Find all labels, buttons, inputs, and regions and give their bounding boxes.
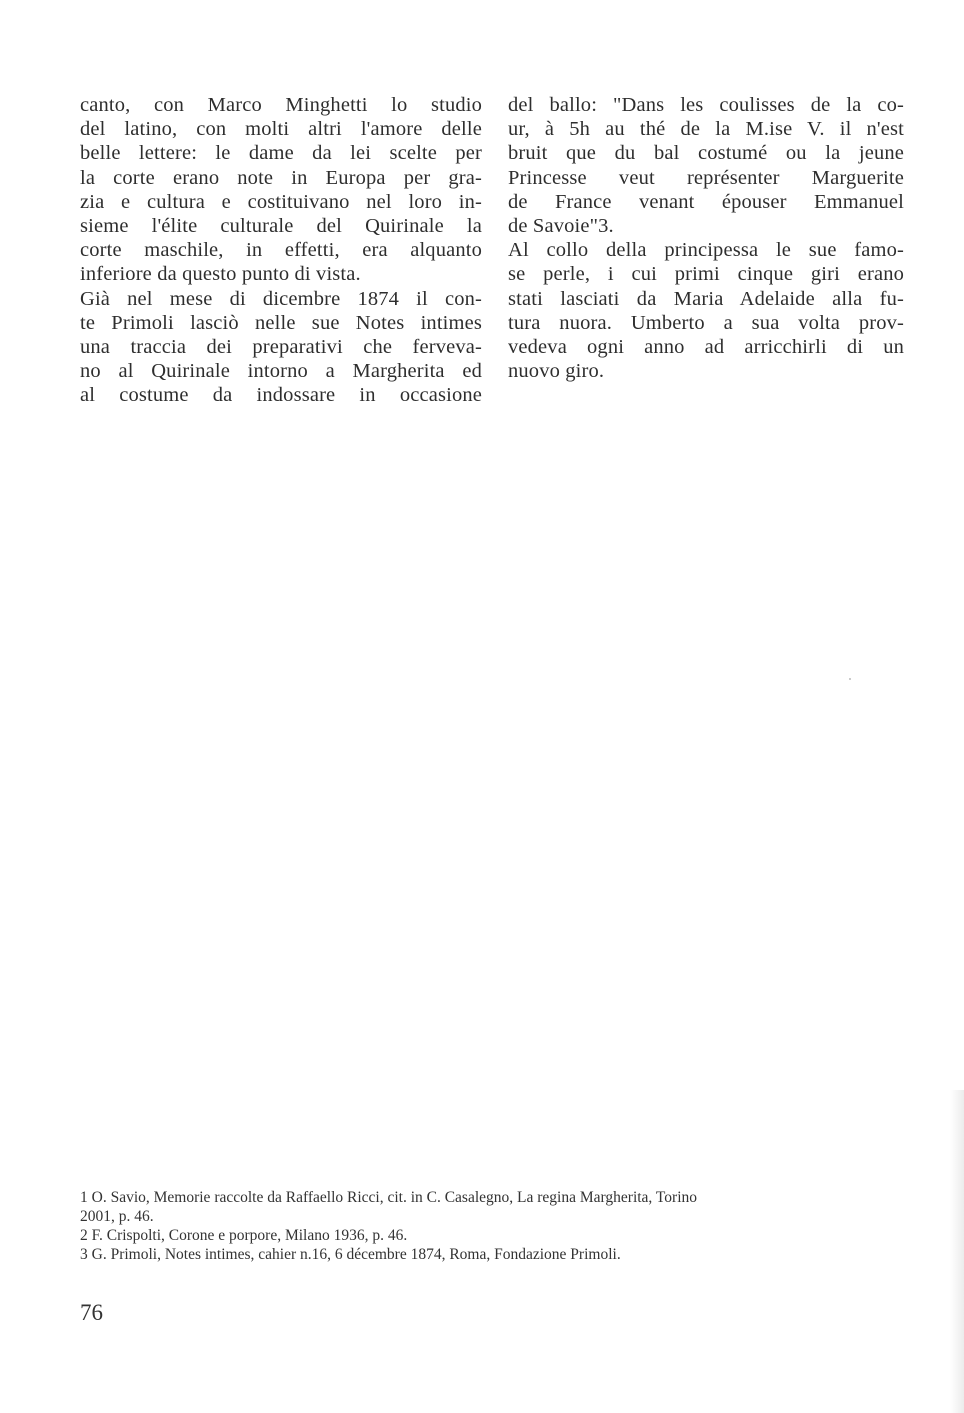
text-line: corte maschile, in effetti, era alquanto — [80, 239, 482, 262]
text-line: no al Quirinale intorno a Margherita ed — [80, 360, 482, 383]
text-line: zia e cultura e costituivano nel loro in- — [80, 190, 482, 213]
footnotes — [80, 1188, 880, 1264]
footnote-continuation: 2001, p. 46. — [80, 1208, 154, 1225]
page-number: 76 — [80, 1300, 103, 1325]
footnote: 1 O. Savio, Memorie raccolte da Raffaello Ricci, cit. in C. Casalegno, La regina Margherita, Torino — [80, 1189, 698, 1206]
footnote: 3 G. Primoli, Notes intimes, cahier n.16, 6 décembre 1874, Roma, Fondazione Primoli. — [80, 1246, 621, 1263]
page-edge-shadow — [950, 1090, 964, 1413]
text-line: belle lettere: le dame da lei scelte per — [80, 142, 482, 165]
scan-speck — [849, 678, 851, 680]
text-line: Già nel mese di dicembre 1874 il con- — [80, 287, 482, 310]
text-line: una traccia dei preparativi che ferveva- — [80, 335, 482, 358]
text-line: canto, con Marco Minghetti lo studio — [80, 94, 482, 116]
text-line: sieme l'élite culturale del Quirinale la — [80, 214, 482, 237]
text-line: de Savoie"3. — [508, 214, 614, 237]
text-line: Princesse veut représenter Marguerite — [508, 166, 904, 189]
text-line: la corte erano note in Europa per gra- — [80, 166, 482, 189]
text-line: se perle, i cui primi cinque giri erano — [508, 263, 904, 286]
text-line: te Primoli lasciò nelle sue Notes intimes — [80, 311, 482, 334]
text-line: tura nuora. Umberto a sua volta prov- — [508, 311, 904, 334]
text-line: del ballo: "Dans les coulisses de la co- — [508, 94, 904, 116]
footnote: 2 F. Crispolti, Corone e porpore, Milano 1936, p. 46. — [80, 1227, 408, 1244]
text-line: ur, à 5h au thé de la M.ise V. il n'est — [508, 118, 904, 141]
text-line: de France venant épouser Emmanuel — [508, 190, 904, 213]
left-text-column — [80, 93, 482, 407]
text-line: nuovo giro. — [508, 360, 605, 383]
text-line: al costume da indossare in occasione — [80, 384, 482, 407]
text-line: stati lasciati da Maria Adelaide alla fu- — [508, 287, 904, 310]
right-text-column — [508, 93, 904, 383]
text-line: del latino, con molti altri l'amore delle — [80, 118, 482, 141]
text-line: inferiore da questo punto di vista. — [80, 263, 361, 286]
text-line: Al collo della principessa le sue famo- — [508, 239, 904, 262]
text-line: bruit que du bal costumé ou la jeune — [508, 142, 904, 165]
text-line: vedeva ogni anno ad arricchirli di un — [508, 335, 904, 358]
